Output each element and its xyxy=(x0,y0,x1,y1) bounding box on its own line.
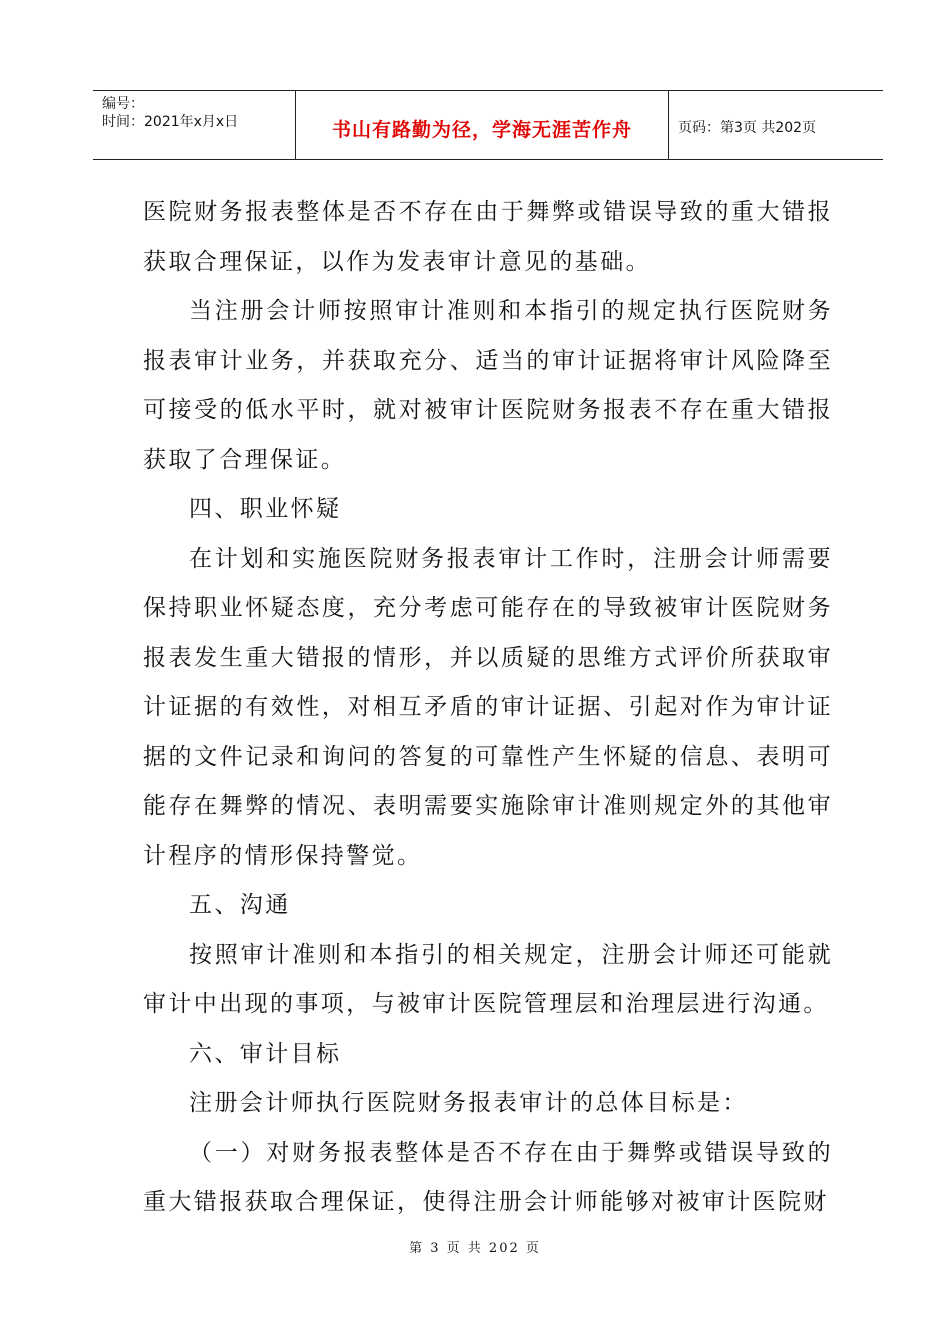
document-time-label: 时间：2021年x月x日 xyxy=(102,114,239,130)
header-motto: 书山有路勤为径，学海无涯苦作舟 xyxy=(331,119,632,141)
header-right-cell xyxy=(669,91,883,159)
paragraph: 注册会计师执行医院财务报表审计的总体目标是： xyxy=(189,1090,748,1116)
page-footer: 第 3 页 共 202 页 xyxy=(409,1241,541,1256)
section-heading-audit-objectives: 六、审计目标 xyxy=(189,1040,342,1067)
paragraph: 当注册会计师按照审计准则和本指引的规定执行医院财务报表审计业务，并获取充分、适当的审计证据将审计风险降至可接受的低水平时，就对被审计医院财务报表不存在重大错报获取了合理保证。 xyxy=(143,298,833,473)
header-left-cell xyxy=(93,91,296,159)
section-heading-communication: 五、沟通 xyxy=(189,892,291,918)
section-heading-professional-skepticism: 四、职业怀疑 xyxy=(189,496,342,522)
document-body xyxy=(143,188,833,1228)
document-code-label: 编号： xyxy=(102,96,144,112)
paragraph-list-item: （一）对财务报表整体是否不存在由于舞弊或错误导致的重大错报获取合理保证，使得注册会计师能够对被审计医院财 xyxy=(143,1139,833,1215)
paragraph: 在计划和实施医院财务报表审计工作时，注册会计师需要保持职业怀疑态度，充分考虑可能存在的导致被审计医院财务报表发生重大错报的情形，并以质疑的思维方式评价所获取审计证据的有效性，对相互矛盾的审计证据、引起对作为审计证据的文件记录和询问的答复的可靠性产生怀疑的信息、表明可能存在舞弊的情况、表明需要实施除审计准则规定外的其他审计程序的情形保持警觉。 xyxy=(143,545,833,869)
paragraph-continuation: 医院财务报表整体是否不存在由于舞弊或错误导致的重大错报获取合理保证，以作为发表审计意见的基础。 xyxy=(143,199,833,275)
page-header xyxy=(93,90,883,160)
header-page-label: 页码：第3页 共202页 xyxy=(678,120,817,136)
paragraph: 按照审计准则和本指引的相关规定，注册会计师还可能就审计中出现的事项，与被审计医院管理层和治理层进行沟通。 xyxy=(143,941,833,1017)
header-center-cell xyxy=(296,91,669,159)
